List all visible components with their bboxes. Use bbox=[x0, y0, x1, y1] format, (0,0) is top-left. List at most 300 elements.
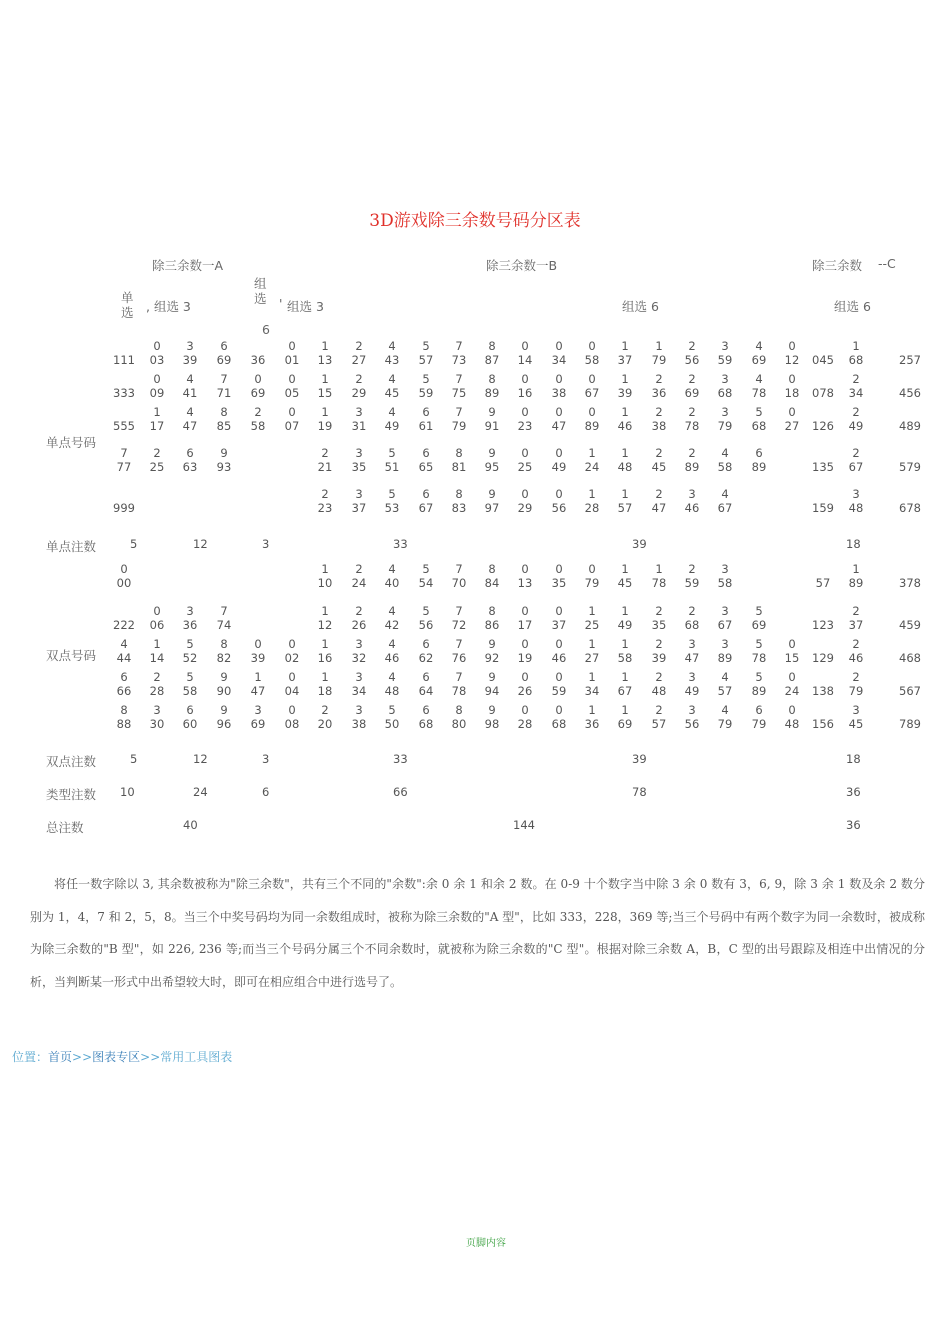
cell-bottom bbox=[277, 460, 307, 474]
cell-bottom: 66 bbox=[116, 684, 132, 698]
group-number-cell bbox=[142, 562, 172, 590]
cell-bottom: 48 bbox=[848, 501, 864, 515]
cell-bottom: 27 bbox=[784, 419, 800, 433]
c-number-cell bbox=[841, 405, 871, 433]
cell-top: 1 bbox=[852, 562, 860, 576]
cell-top: 5 bbox=[388, 487, 396, 501]
group-number-cell bbox=[777, 670, 807, 698]
cell-bottom bbox=[744, 576, 774, 590]
cell-bottom: 47 bbox=[551, 419, 567, 433]
cell-bottom bbox=[277, 576, 307, 590]
cell-top: 5 bbox=[755, 405, 763, 419]
cell-bottom bbox=[777, 576, 807, 590]
cell-top: 2 bbox=[655, 446, 663, 460]
cell-top: 2 bbox=[355, 339, 363, 353]
group-number-cell bbox=[677, 339, 707, 367]
group-number-cell bbox=[544, 372, 574, 400]
cell-bottom: 39 bbox=[182, 353, 198, 367]
cell-top: 1 bbox=[588, 637, 596, 651]
cell-bottom: 89 bbox=[484, 386, 500, 400]
group-number-cell bbox=[644, 670, 674, 698]
cell-bottom: 56 bbox=[418, 618, 434, 632]
cell-top: 9 bbox=[488, 446, 496, 460]
cell-top: 1 bbox=[621, 487, 629, 501]
cell-bottom: 39 bbox=[250, 651, 266, 665]
group-number-cell bbox=[209, 405, 239, 433]
cell-bottom: 82 bbox=[216, 651, 232, 665]
cell-bottom: 36 bbox=[651, 386, 667, 400]
cell-top: 7 bbox=[455, 604, 463, 618]
cell-top: 0 bbox=[588, 562, 596, 576]
cell-top: 9 bbox=[488, 637, 496, 651]
cell-bottom: 06 bbox=[149, 618, 165, 632]
cell-top: 3 bbox=[355, 637, 363, 651]
cell-top bbox=[209, 562, 239, 576]
cell-top: 6 bbox=[220, 339, 228, 353]
cell-top: 1 bbox=[621, 446, 629, 460]
type-count-a1: 10 bbox=[120, 785, 135, 799]
group-number-cell bbox=[710, 372, 740, 400]
single-count-b2: 39 bbox=[632, 537, 647, 551]
cell-top: 2 bbox=[355, 604, 363, 618]
group-number-cell bbox=[142, 405, 172, 433]
cell-top: 8 bbox=[120, 703, 128, 717]
cell-bottom: 17 bbox=[149, 419, 165, 433]
group-number-cell bbox=[777, 703, 807, 731]
cell-bottom: 91 bbox=[484, 419, 500, 433]
cell-bottom: 67 bbox=[717, 618, 733, 632]
cell-top bbox=[808, 487, 838, 501]
row-label-double-codes: 双点号码 bbox=[46, 648, 97, 663]
cell-top bbox=[243, 604, 273, 618]
cell-top bbox=[744, 487, 774, 501]
cell-bottom: 54 bbox=[418, 576, 434, 590]
c-number-cell bbox=[808, 670, 838, 698]
group-number-cell bbox=[377, 339, 407, 367]
cell-bottom: 90 bbox=[216, 684, 232, 698]
cell-bottom: 135 bbox=[812, 460, 834, 474]
group-number-cell bbox=[243, 446, 273, 474]
cell-bottom: 39 bbox=[617, 386, 633, 400]
group-number-cell bbox=[142, 604, 172, 632]
header-zuxuan3-b: 组选 3 bbox=[287, 299, 324, 314]
cell-top: 0 bbox=[555, 339, 563, 353]
c-number-cell bbox=[895, 703, 925, 731]
cell-bottom bbox=[142, 501, 172, 515]
group-number-cell bbox=[175, 670, 205, 698]
header-danxuan: 单选 bbox=[121, 290, 134, 320]
cell-bottom: 489 bbox=[899, 419, 921, 433]
c-number-cell bbox=[808, 604, 838, 632]
group-number-cell bbox=[277, 372, 307, 400]
single-count-b1: 33 bbox=[393, 537, 408, 551]
group-number-cell bbox=[277, 405, 307, 433]
cell-bottom: 01 bbox=[284, 353, 300, 367]
cell-bottom: 46 bbox=[384, 651, 400, 665]
group-number-cell bbox=[677, 487, 707, 515]
cell-bottom: 46 bbox=[551, 651, 567, 665]
double-count-b2: 39 bbox=[632, 752, 647, 766]
cell-bottom: 77 bbox=[116, 460, 132, 474]
breadcrumb-charts-link[interactable]: 图表专区 bbox=[92, 1050, 141, 1064]
cell-bottom: 86 bbox=[484, 618, 500, 632]
group-number-cell bbox=[444, 405, 474, 433]
group-number-cell bbox=[209, 446, 239, 474]
cell-bottom: 08 bbox=[284, 717, 300, 731]
cell-bottom: 69 bbox=[751, 618, 767, 632]
cell-top: 0 bbox=[588, 372, 596, 386]
cell-top: 3 bbox=[186, 604, 194, 618]
c-number-cell bbox=[895, 487, 925, 515]
header-group-b: 除三余数一B bbox=[486, 258, 558, 273]
group-number-cell bbox=[477, 562, 507, 590]
cell-bottom: 34 bbox=[551, 353, 567, 367]
group-number-cell bbox=[544, 562, 574, 590]
cell-bottom: 38 bbox=[651, 419, 667, 433]
group-number-cell bbox=[544, 487, 574, 515]
cell-bottom: 34 bbox=[848, 386, 864, 400]
cell-bottom: 56 bbox=[551, 501, 567, 515]
cell-top: 3 bbox=[721, 339, 729, 353]
group-number-cell bbox=[577, 339, 607, 367]
single-number-cell bbox=[109, 670, 139, 698]
cell-bottom: 28 bbox=[517, 717, 533, 731]
cell-top: 0 bbox=[521, 446, 529, 460]
cell-bottom: 31 bbox=[351, 419, 367, 433]
group-number-cell bbox=[344, 562, 374, 590]
cell-top: 3 bbox=[688, 637, 696, 651]
cell-bottom: 27 bbox=[584, 651, 600, 665]
cell-bottom: 47 bbox=[182, 419, 198, 433]
cell-top: 2 bbox=[321, 487, 329, 501]
cell-bottom: 47 bbox=[651, 501, 667, 515]
cell-bottom: 94 bbox=[484, 684, 500, 698]
cell-bottom: 84 bbox=[484, 576, 500, 590]
cell-top: 2 bbox=[688, 446, 696, 460]
cell-bottom bbox=[243, 618, 273, 632]
single-number-cell bbox=[109, 405, 139, 433]
group-number-cell bbox=[544, 637, 574, 665]
cell-bottom: 678 bbox=[899, 501, 921, 515]
cell-top: 3 bbox=[186, 339, 194, 353]
group-number-cell bbox=[411, 604, 441, 632]
group-number-cell bbox=[444, 562, 474, 590]
header-tick: ' bbox=[279, 296, 283, 311]
cell-top: 4 bbox=[388, 604, 396, 618]
cell-bottom: 58 bbox=[617, 651, 633, 665]
cell-bottom: 26 bbox=[351, 618, 367, 632]
cell-bottom: 19 bbox=[317, 419, 333, 433]
cell-top bbox=[777, 562, 807, 576]
group-number-cell bbox=[142, 372, 172, 400]
cell-bottom: 07 bbox=[284, 419, 300, 433]
cell-bottom: 111 bbox=[113, 353, 135, 367]
cell-top: 3 bbox=[355, 446, 363, 460]
group-number-cell bbox=[344, 339, 374, 367]
cell-bottom: 70 bbox=[451, 576, 467, 590]
cell-bottom: 76 bbox=[451, 651, 467, 665]
cell-top: 1 bbox=[321, 562, 329, 576]
cell-bottom bbox=[175, 501, 205, 515]
group-number-cell bbox=[644, 637, 674, 665]
group-number-cell bbox=[510, 372, 540, 400]
cell-bottom: 93 bbox=[216, 460, 232, 474]
cell-bottom: 89 bbox=[751, 684, 767, 698]
cell-bottom bbox=[277, 501, 307, 515]
cell-top: 2 bbox=[688, 339, 696, 353]
cell-bottom: 41 bbox=[182, 386, 198, 400]
cell-bottom: 16 bbox=[517, 386, 533, 400]
cell-top: 0 bbox=[788, 405, 796, 419]
c-number-cell bbox=[808, 405, 838, 433]
cell-bottom: 555 bbox=[113, 419, 135, 433]
cell-bottom: 56 bbox=[684, 717, 700, 731]
cell-top: 0 bbox=[288, 339, 296, 353]
header-group-a: 除三余数一A bbox=[152, 258, 224, 273]
cell-top: 0 bbox=[555, 670, 563, 684]
cell-bottom: 36 bbox=[584, 717, 600, 731]
group-number-cell bbox=[277, 703, 307, 731]
cell-bottom bbox=[209, 576, 239, 590]
cell-bottom: 67 bbox=[418, 501, 434, 515]
cell-bottom: 49 bbox=[848, 419, 864, 433]
group-number-cell bbox=[477, 604, 507, 632]
breadcrumb-home-link[interactable]: 首页 bbox=[48, 1050, 73, 1064]
cell-top: 2 bbox=[655, 372, 663, 386]
group-number-cell bbox=[209, 670, 239, 698]
cell-top bbox=[808, 562, 838, 576]
cell-top: 3 bbox=[721, 405, 729, 419]
group-number-cell bbox=[610, 339, 640, 367]
cell-top: 1 bbox=[655, 339, 663, 353]
cell-top: 9 bbox=[488, 670, 496, 684]
cell-top: 1 bbox=[621, 562, 629, 576]
c-number-cell bbox=[808, 562, 838, 590]
cell-top: 9 bbox=[488, 703, 496, 717]
cell-top: 0 bbox=[588, 339, 596, 353]
group-number-cell bbox=[142, 446, 172, 474]
cell-top: 1 bbox=[621, 339, 629, 353]
cell-bottom: 257 bbox=[899, 353, 921, 367]
cell-top bbox=[109, 405, 139, 419]
cell-top: 0 bbox=[521, 339, 529, 353]
cell-bottom: 78 bbox=[451, 684, 467, 698]
group-number-cell bbox=[243, 670, 273, 698]
cell-top: 3 bbox=[852, 487, 860, 501]
group-number-cell bbox=[744, 637, 774, 665]
group-number-cell bbox=[510, 339, 540, 367]
cell-bottom: 14 bbox=[517, 353, 533, 367]
cell-top: 4 bbox=[120, 637, 128, 651]
cell-bottom: 57 bbox=[651, 717, 667, 731]
cell-bottom bbox=[209, 501, 239, 515]
group-number-cell bbox=[744, 405, 774, 433]
group-number-cell bbox=[477, 372, 507, 400]
group-number-cell bbox=[710, 604, 740, 632]
group-number-cell bbox=[277, 339, 307, 367]
cell-bottom: 79 bbox=[848, 684, 864, 698]
group-number-cell bbox=[510, 446, 540, 474]
cell-bottom bbox=[243, 501, 273, 515]
group-number-cell bbox=[777, 405, 807, 433]
cell-bottom bbox=[243, 460, 273, 474]
group-number-cell bbox=[411, 487, 441, 515]
breadcrumb-separator: >> bbox=[140, 1050, 161, 1064]
cell-top: 3 bbox=[688, 487, 696, 501]
cell-top: 9 bbox=[220, 446, 228, 460]
cell-top: 4 bbox=[388, 372, 396, 386]
cell-top: 0 bbox=[153, 339, 161, 353]
cell-bottom: 59 bbox=[418, 386, 434, 400]
group-number-cell bbox=[377, 703, 407, 731]
group-number-cell bbox=[377, 670, 407, 698]
cell-top: 1 bbox=[621, 670, 629, 684]
cell-bottom: 79 bbox=[751, 717, 767, 731]
cell-bottom: 98 bbox=[484, 717, 500, 731]
cell-bottom: 37 bbox=[351, 501, 367, 515]
cell-top: 9 bbox=[488, 487, 496, 501]
cell-bottom: 46 bbox=[617, 419, 633, 433]
cell-top: 2 bbox=[852, 604, 860, 618]
cell-bottom: 23 bbox=[317, 501, 333, 515]
cell-bottom: 57 bbox=[617, 501, 633, 515]
cell-top: 4 bbox=[721, 487, 729, 501]
cell-top: 1 bbox=[852, 339, 860, 353]
group-number-cell bbox=[310, 604, 340, 632]
cell-bottom: 63 bbox=[182, 460, 198, 474]
group-number-cell bbox=[175, 562, 205, 590]
cell-bottom: 21 bbox=[317, 460, 333, 474]
group-number-cell bbox=[644, 487, 674, 515]
cell-bottom: 60 bbox=[182, 717, 198, 731]
cell-bottom: 19 bbox=[517, 651, 533, 665]
cell-top: 7 bbox=[455, 670, 463, 684]
cell-top: 2 bbox=[688, 562, 696, 576]
cell-top: 1 bbox=[153, 405, 161, 419]
cell-bottom: 459 bbox=[899, 618, 921, 632]
cell-top: 3 bbox=[852, 703, 860, 717]
cell-top: 8 bbox=[488, 562, 496, 576]
cell-top: 0 bbox=[288, 703, 296, 717]
group-number-cell bbox=[477, 339, 507, 367]
cell-bottom: 44 bbox=[116, 651, 132, 665]
breadcrumb-separator: >> bbox=[72, 1050, 93, 1064]
row-label-double-count: 双点注数 bbox=[46, 754, 97, 769]
cell-top: 3 bbox=[355, 405, 363, 419]
cell-top: 1 bbox=[621, 604, 629, 618]
header-zuxuan6-c: 组选 6 bbox=[834, 299, 871, 314]
cell-bottom: 24 bbox=[351, 576, 367, 590]
header-group-c-suffix: --C bbox=[878, 256, 896, 271]
cell-bottom: 126 bbox=[812, 419, 834, 433]
cell-bottom: 71 bbox=[216, 386, 232, 400]
cell-bottom: 49 bbox=[384, 419, 400, 433]
c-number-cell bbox=[895, 372, 925, 400]
cell-bottom: 35 bbox=[351, 460, 367, 474]
cell-bottom: 47 bbox=[250, 684, 266, 698]
cell-bottom: 00 bbox=[116, 576, 132, 590]
cell-bottom: 25 bbox=[149, 460, 165, 474]
cell-top: 8 bbox=[488, 372, 496, 386]
cell-bottom: 51 bbox=[384, 460, 400, 474]
cell-top: 2 bbox=[852, 670, 860, 684]
group-number-cell bbox=[477, 446, 507, 474]
cell-top: 2 bbox=[655, 637, 663, 651]
cell-top: 0 bbox=[521, 372, 529, 386]
c-number-cell bbox=[895, 562, 925, 590]
cell-top: 0 bbox=[521, 487, 529, 501]
double-count-a1: 5 bbox=[130, 752, 138, 766]
cell-bottom: 62 bbox=[418, 651, 434, 665]
cell-bottom: 18 bbox=[784, 386, 800, 400]
group-number-cell bbox=[510, 670, 540, 698]
group-number-cell bbox=[243, 405, 273, 433]
cell-top: 5 bbox=[422, 604, 430, 618]
cell-bottom: 13 bbox=[517, 576, 533, 590]
cell-bottom: 69 bbox=[250, 717, 266, 731]
cell-top: 0 bbox=[555, 562, 563, 576]
cell-top bbox=[895, 339, 925, 353]
c-number-cell bbox=[841, 604, 871, 632]
cell-bottom: 28 bbox=[584, 501, 600, 515]
cell-bottom: 67 bbox=[848, 460, 864, 474]
cell-top: 5 bbox=[755, 637, 763, 651]
cell-top: 2 bbox=[321, 446, 329, 460]
group-number-cell bbox=[277, 637, 307, 665]
cell-bottom: 37 bbox=[551, 618, 567, 632]
cell-bottom: 48 bbox=[651, 684, 667, 698]
cell-bottom: 79 bbox=[717, 419, 733, 433]
group-number-cell bbox=[310, 670, 340, 698]
double-count-a3: 3 bbox=[262, 752, 270, 766]
cell-bottom: 10 bbox=[317, 576, 333, 590]
cell-top: 1 bbox=[588, 604, 596, 618]
group-number-cell bbox=[577, 703, 607, 731]
cell-bottom: 58 bbox=[182, 684, 198, 698]
group-number-cell bbox=[243, 604, 273, 632]
cell-bottom: 79 bbox=[717, 717, 733, 731]
cell-bottom: 45 bbox=[651, 460, 667, 474]
description-paragraph: 将任一数字除以 3, 其余数被称为"除三余数"，共有三个不同的"余数":余 0 余 1 和余 2 数。在 0-9 十个数字当中除 3 余 0 数有 3，6, 9，除 3 余 1 数及余 2 数分别为 1，4，7 和 2，5，8。当三个中奖号码均为同一余数组成时，被称为除三余数的"A 型"，比如 333，228，369 等;当三个号码中有两个数字为同一余数时，被成称为除三余数的"B 型"，如 226, 236 等;而当三个号码分属三个不同余数时，就被称为除三余数的"C 型"。根据对除三余数 A，B，C 型的出号跟踪及相连中出情况的分析，当判断某一形式中出希望较大时，即可在相应组合中进行选号了。 bbox=[30, 877, 925, 989]
c-number-cell bbox=[808, 487, 838, 515]
group-number-cell bbox=[310, 637, 340, 665]
group-number-cell bbox=[411, 372, 441, 400]
group-number-cell bbox=[777, 604, 807, 632]
cell-bottom: 156 bbox=[812, 717, 834, 731]
group-number-cell bbox=[544, 405, 574, 433]
cell-bottom: 13 bbox=[317, 353, 333, 367]
cell-bottom: 579 bbox=[899, 460, 921, 474]
cell-top: 3 bbox=[254, 703, 262, 717]
cell-top: 1 bbox=[254, 670, 262, 684]
cell-bottom: 12 bbox=[784, 353, 800, 367]
cell-bottom: 72 bbox=[451, 618, 467, 632]
cell-bottom: 468 bbox=[899, 651, 921, 665]
group-number-cell bbox=[744, 562, 774, 590]
cell-top: 3 bbox=[355, 487, 363, 501]
cell-top: 5 bbox=[422, 372, 430, 386]
cell-top bbox=[243, 339, 273, 353]
group-number-cell bbox=[577, 372, 607, 400]
cell-bottom: 57 bbox=[418, 353, 434, 367]
cell-bottom: 73 bbox=[451, 353, 467, 367]
group-number-cell bbox=[142, 487, 172, 515]
cell-top: 1 bbox=[321, 604, 329, 618]
group-number-cell bbox=[610, 372, 640, 400]
group-number-cell bbox=[510, 562, 540, 590]
cell-top: 0 bbox=[254, 637, 262, 651]
group-number-cell bbox=[577, 637, 607, 665]
